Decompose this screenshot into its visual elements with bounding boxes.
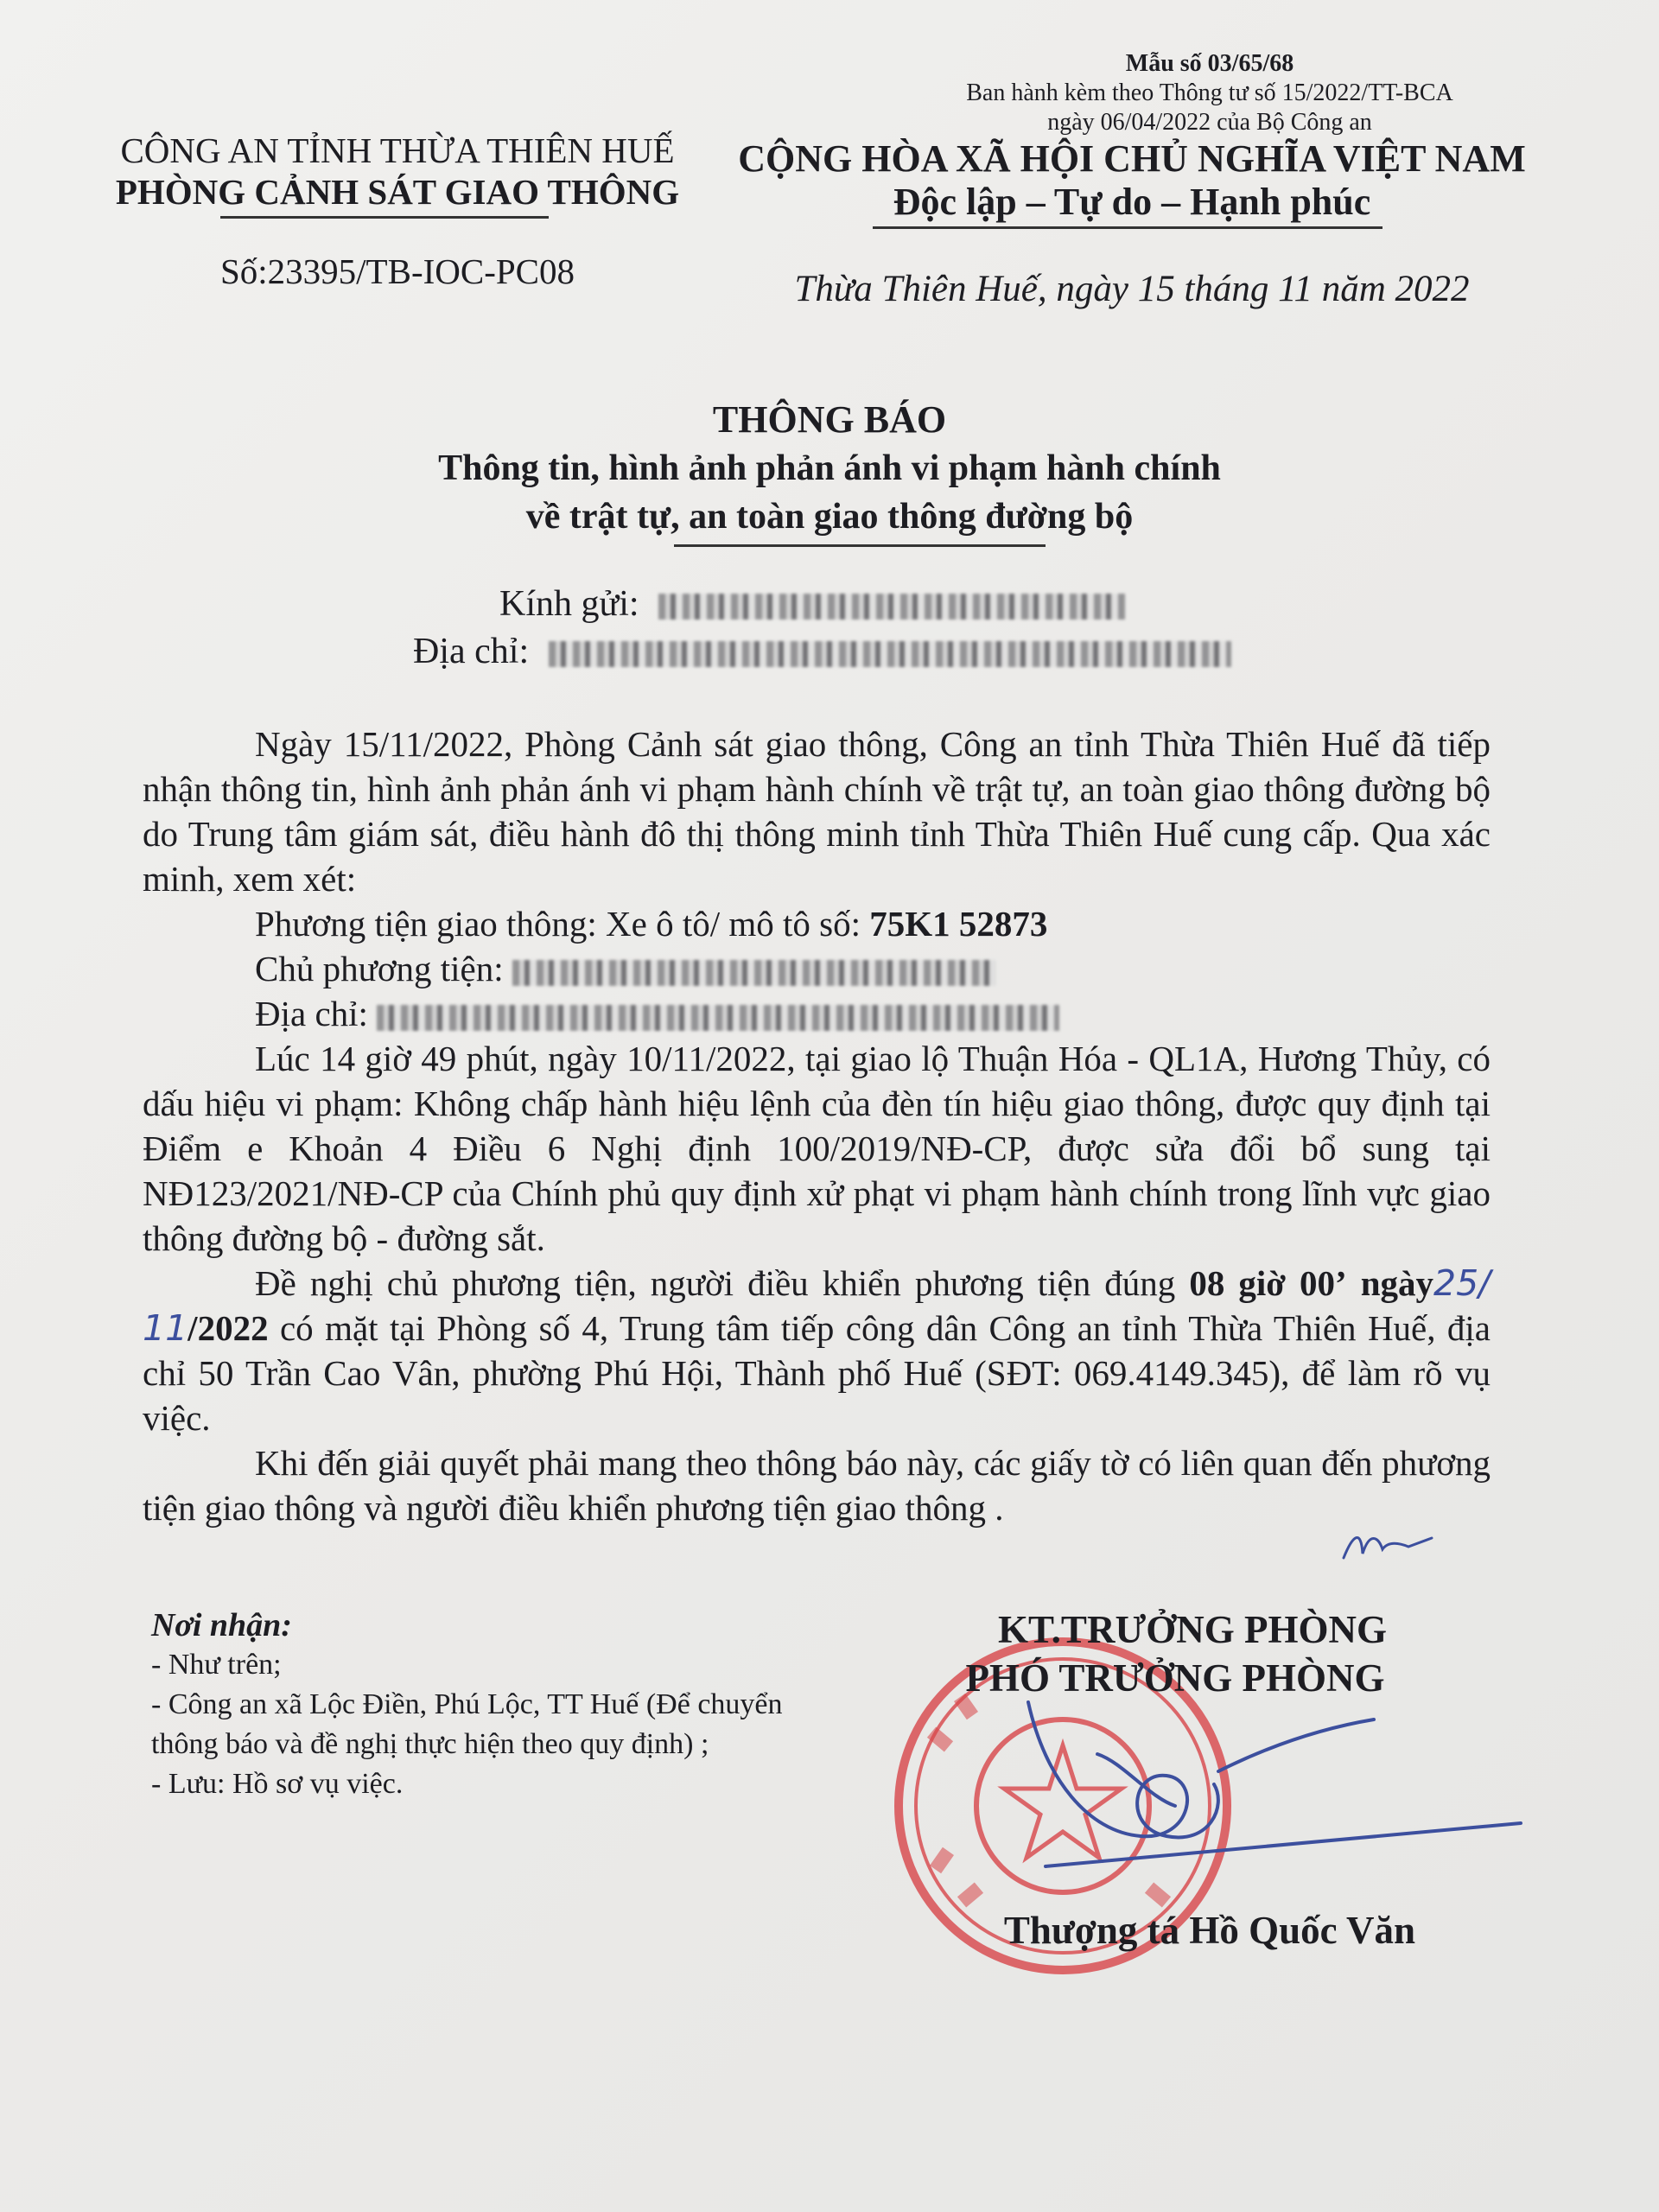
document-number: Số:23395/TB-IOC-PC08 [219, 251, 575, 291]
form-issued-by: Ban hành kèm theo Thông tư số 15/2022/TT-BCA [966, 79, 1453, 106]
signature-title-line: PHÓ TRƯỞNG PHÒNG [965, 1656, 1385, 1700]
appointment-day-label: ngày [1360, 1263, 1434, 1303]
notice-body [143, 721, 1491, 1530]
place-and-date: Thừa Thiên Huế, ngày 15 tháng 11 năm 2022 [794, 269, 1470, 309]
violation-paragraph: Lúc 14 giờ 49 phút, ngày 10/11/2022, tại giao lộ Thuận Hóa - QL1A, Hương Thủy, có dấu hiệu vi phạm: Không chấp hành hiệu lệnh của đèn tín hiệu giao thông, được quy định tại Điểm e Khoản 4 Điều 6 Nghị định 100/2019/NĐ-CP, được sửa đổi bổ sung tại NĐ123/2021/NĐ-CP của Chính phủ quy định xử phạt vi phạm hành chính trong lĩnh vực giao thông đường bộ - đường sắt. [143, 1039, 1491, 1258]
recipient-row [499, 583, 1125, 625]
appointment-time: 08 giờ 00’ [1189, 1263, 1347, 1303]
handwritten-signature [994, 1676, 1529, 1936]
redacted-recipient-name [658, 594, 1125, 620]
distribution-list [151, 1605, 808, 1804]
document-subtitle-1: Thông tin, hình ảnh phản ánh vi phạm hành chính [438, 448, 1221, 488]
header-divider-right [873, 226, 1382, 229]
national-title: CỘNG HÒA XÃ HỘI CHỦ NGHĨA VIỆT NAM [738, 137, 1526, 180]
owner-line [143, 946, 1491, 991]
redacted-recipient-address [549, 641, 1231, 667]
closing-paragraph: Khi đến giải quyết phải mang theo thông báo này, các giấy tờ có liên quan đến phương tiện giao thông và người điều khiển phương tiện giao thông . [143, 1443, 1491, 1528]
redacted-owner-name [512, 960, 996, 986]
vehicle-label: Phương tiện giao thông: Xe ô tô/ mô tô số: [255, 904, 870, 944]
signature-authority-line: KT.TRƯỞNG PHÒNG [998, 1608, 1387, 1651]
request-rest: có mặt tại Phòng số 4, Trung tâm tiếp công dân Công an tỉnh Thừa Thiên Huế, địa chỉ 50 Trần Cao Vân, phường Phú Hội, Thành phố Huế (SĐT: 069.4149.345), để làm rõ vụ việc. [143, 1308, 1491, 1438]
distribution-item: - Như trên; [151, 1649, 282, 1681]
title-underline [674, 544, 1046, 547]
form-issued-date: ngày 06/04/2022 của Bộ Công an [1047, 109, 1372, 136]
document-title: THÔNG BÁO [712, 398, 947, 441]
intro-paragraph: Ngày 15/11/2022, Phòng Cảnh sát giao thông, Công an tỉnh Thừa Thiên Huế đã tiếp nhận thông tin, hình ảnh phản ánh vi phạm hành chính về trật tự, an toàn giao thông đường bộ do Trung tâm giám sát, điều hành đô thị thông minh tỉnh Thừa Thiên Huế cung cấp. Qua xác minh, xem xét: [143, 724, 1491, 899]
license-plate: 75K1 52873 [869, 904, 1048, 944]
vehicle-line [143, 901, 1491, 946]
recipient-label: Kính gửi: [499, 584, 639, 624]
appointment-year: /2022 [188, 1308, 269, 1348]
redacted-owner-address [377, 1005, 1059, 1031]
request-start: Đề nghị chủ phương tiện, người điều khiển phương tiện đúng [255, 1263, 1190, 1303]
distribution-heading: Nơi nhận: [151, 1607, 292, 1643]
header-divider-left [220, 216, 549, 219]
form-number: Mẫu số 03/65/68 [1125, 50, 1294, 77]
owner-address-line [143, 991, 1491, 1036]
recipient-address-label: Địa chỉ: [413, 632, 530, 671]
document-subtitle-2: về trật tự, an toàn giao thông đường bộ [525, 497, 1134, 537]
handwritten-initials [1335, 1519, 1439, 1571]
issuing-department: PHÒNG CẢNH SÁT GIAO THÔNG [115, 172, 680, 212]
request-paragraph [143, 1261, 1491, 1440]
distribution-item: - Công an xã Lộc Điền, Phú Lộc, TT Huế (Để chuyển thông báo và đề nghị thực hiện theo quy định) ; [151, 1688, 783, 1760]
recipient-address-row [413, 631, 1231, 672]
owner-label: Chủ phương tiện: [255, 949, 504, 988]
appointment-day-handwritten: 25/ 11 [143, 1262, 1491, 1349]
issuing-authority: CÔNG AN TỈNH THỪA THIÊN HUẾ [120, 130, 675, 170]
owner-address-label: Địa chỉ: [255, 994, 368, 1033]
signer-name: Thượng tá Hồ Quốc Văn [1003, 1909, 1416, 1952]
distribution-item: - Lưu: Hồ sơ vụ việc. [151, 1768, 404, 1800]
national-motto: Độc lập – Tự do – Hạnh phúc [893, 181, 1371, 223]
